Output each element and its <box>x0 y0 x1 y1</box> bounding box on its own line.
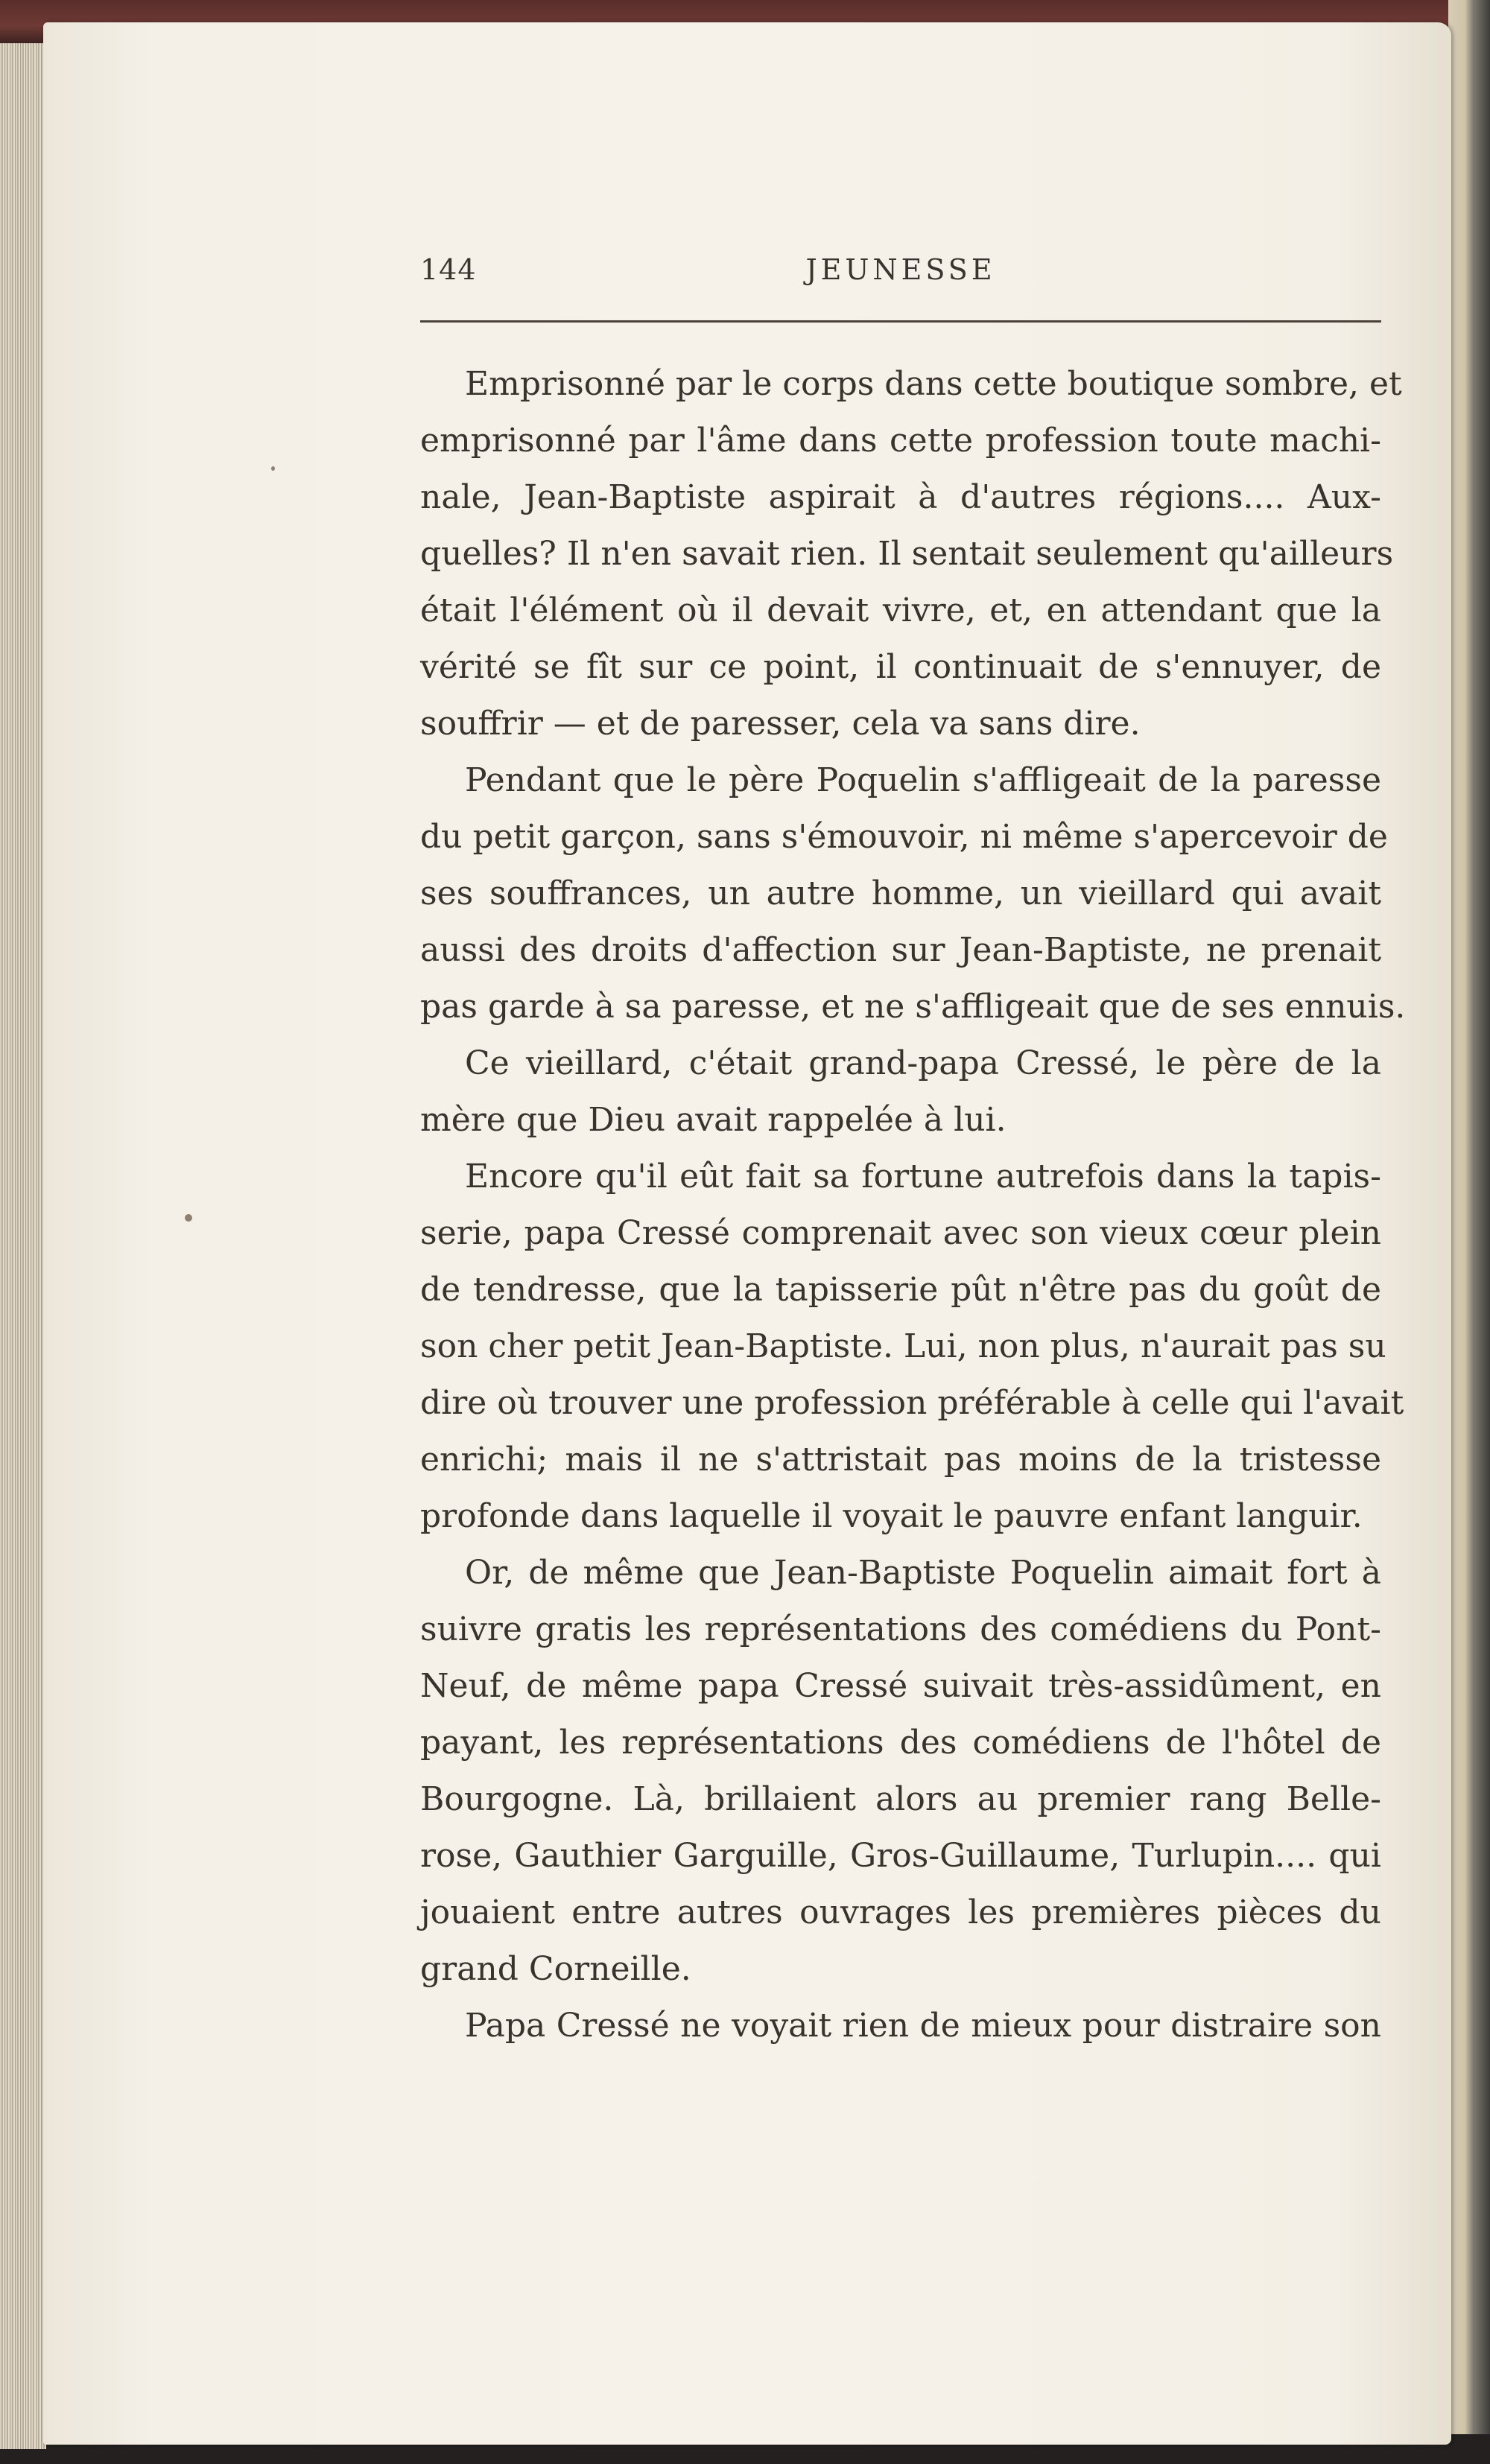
text-line: souffrir — et de paresser, cela va sans dire. <box>420 705 1141 743</box>
text-line: jouaient entre autres ouvrages les premières pièces du <box>420 1893 1381 1931</box>
text-line: grand Corneille. <box>420 1950 691 1988</box>
body-text <box>420 356 1406 2054</box>
text-line: Papa Cressé ne voyait rien de mieux pour distraire son <box>465 2007 1381 2045</box>
text-line: Or, de même que Jean-Baptiste Poquelin aimait fort à <box>465 1554 1381 1592</box>
text-line: Ce vieillard, c'était grand-papa Cressé, le père de la <box>465 1044 1381 1082</box>
text-line: serie, papa Cressé comprenait avec son vieux cœur plein <box>420 1214 1381 1252</box>
text-line: aussi des droits d'affection sur Jean-Baptiste, ne prenait <box>420 931 1381 969</box>
text-line: rose, Gauthier Garguille, Gros-Guillaume, Turlupin.... qui <box>420 1837 1381 1875</box>
text-line: Pendant que le père Poquelin s'affligeait de la paresse <box>465 761 1381 799</box>
text-line: mère que Dieu avait rappelée à lui. <box>420 1101 1006 1139</box>
page-number: 144 <box>420 253 477 286</box>
text-line: Neuf, de même papa Cressé suivait très-assidûment, en <box>420 1667 1381 1705</box>
text-line: son cher petit Jean-Baptiste. Lui, non plus, n'aurait pas su <box>420 1327 1386 1365</box>
text-line: du petit garçon, sans s'émouvoir, ni même s'apercevoir de <box>420 818 1388 856</box>
text-line: quelles? Il n'en savait rien. Il sentait seulement qu'ailleurs <box>420 535 1394 573</box>
text-line: emprisonné par l'âme dans cette profession toute machi- <box>420 422 1381 460</box>
header-rule <box>420 320 1381 323</box>
text-line: de tendresse, que la tapisserie pût n'être pas du goût de <box>420 1271 1381 1309</box>
text-line: était l'élément où il devait vivre, et, en attendant que la <box>420 591 1381 629</box>
paper-spot <box>185 1214 192 1222</box>
running-title: JEUNESSE <box>805 253 996 286</box>
text-line: ses souffrances, un autre homme, un vieillard qui avait <box>420 874 1381 912</box>
book-edge-right <box>1448 0 1490 2464</box>
text-line: nale, Jean-Baptiste aspirait à d'autres régions.... Aux- <box>420 478 1381 516</box>
text-line: payant, les représentations des comédiens de l'hôtel de <box>420 1724 1381 1762</box>
text-line: enrichi; mais il ne s'attristait pas moins de la tristesse <box>420 1441 1381 1479</box>
text-line: pas garde à sa paresse, et ne s'affligeait que de ses ennuis. <box>420 988 1406 1026</box>
text-line: vérité se fît sur ce point, il continuait de s'ennuyer, de <box>420 648 1381 686</box>
text-line: dire où trouver une profession préférable à celle qui l'avait <box>420 1384 1404 1422</box>
text-line: suivre gratis les représentations des comédiens du Pont- <box>420 1610 1381 1648</box>
text-line: Bourgogne. Là, brillaient alors au premier rang Belle- <box>420 1780 1381 1818</box>
text-line: Emprisonné par le corps dans cette boutique sombre, et <box>465 365 1402 403</box>
page-header <box>420 253 1381 298</box>
text-line: Encore qu'il eût fait sa fortune autrefois dans la tapis- <box>465 1158 1381 1196</box>
page-edges-left <box>0 43 46 2449</box>
paper-spot <box>271 466 275 471</box>
text-line: profonde dans laquelle il voyait le pauvre enfant languir. <box>420 1497 1363 1535</box>
